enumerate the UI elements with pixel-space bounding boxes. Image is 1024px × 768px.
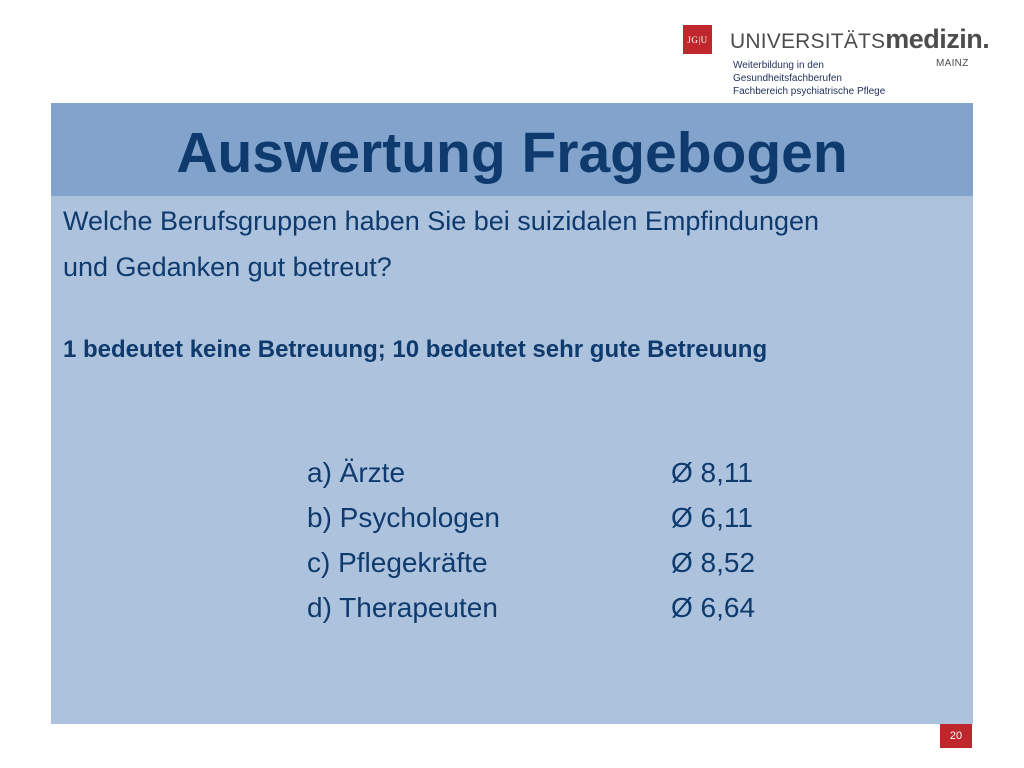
result-row-pflegekraefte: [307, 547, 807, 587]
header-subline-1: Weiterbildung in den: [733, 60, 824, 71]
result-label: d) Therapeuten: [307, 592, 498, 623]
result-row-therapeuten: [307, 592, 807, 632]
result-label: c) Pflegekräfte: [307, 547, 488, 578]
result-value: Ø 6,11: [671, 502, 753, 533]
result-value: Ø 8,52: [671, 547, 756, 578]
university-logo-wordmark: [730, 24, 989, 54]
question-line-2: und Gedanken gut betreut?: [63, 252, 392, 282]
logo-word-prefix: UNIVERSITÄTS: [730, 30, 886, 53]
result-value: Ø 8,11: [671, 457, 753, 488]
logo-city: MAINZ: [936, 58, 969, 69]
result-row-psychologen: [307, 502, 807, 542]
result-value: Ø 6,64: [671, 592, 756, 623]
result-label: a) Ärzte: [307, 457, 406, 488]
page-number: 20: [940, 724, 972, 748]
result-row-aerzte: [307, 457, 807, 497]
slide-title: Auswertung Fragebogen: [176, 121, 848, 185]
university-logo-mark: [683, 25, 712, 54]
header-subline-3: Fachbereich psychiatrische Pflege: [733, 86, 886, 97]
logo-word-bold: medizin.: [885, 24, 990, 54]
result-label: b) Psychologen: [307, 502, 501, 533]
logo-mark-text: JG|U: [687, 34, 708, 45]
header-subline-2: Gesundheitsfachberufen: [733, 73, 842, 84]
scale-note: 1 bedeutet keine Betreuung; 10 bedeutet sehr gute Betreuung: [63, 336, 768, 363]
question-line-1: Welche Berufsgruppen haben Sie bei suizidalen Empfindungen: [63, 206, 820, 236]
content-panel: [51, 196, 973, 724]
title-bar: [51, 103, 973, 196]
